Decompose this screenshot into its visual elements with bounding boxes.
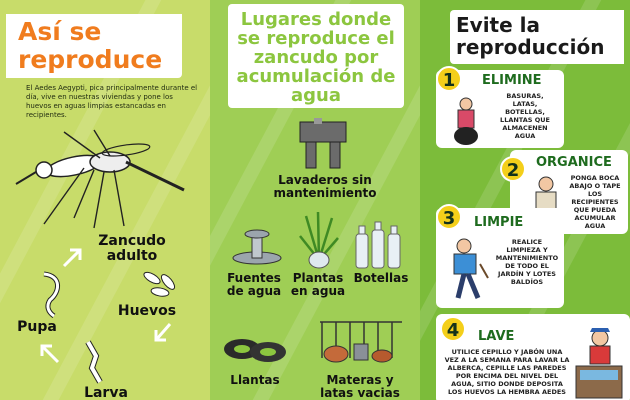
life-cycle-intro: El Aedes Aegypti, pica principalmente durante el día, vive en nuestras viviendas y pone los huevos en aguas limpias estancadas en recipientes.	[26, 84, 198, 119]
person-washing-icon	[570, 328, 626, 400]
plant-icon	[296, 210, 342, 270]
stage-larva-label: Larva	[84, 385, 128, 400]
stage-adult-label: Zancudo adulto	[98, 233, 166, 264]
pupa-icon	[34, 270, 64, 318]
place-washbasin-label: Lavaderos sin mantenimiento	[273, 173, 377, 200]
pots-cans-icon	[316, 314, 406, 366]
mosquito-icon	[14, 128, 194, 238]
panel-breeding-places	[210, 0, 420, 400]
stage-eggs-label: Huevos	[117, 303, 177, 319]
bottles-icon	[352, 220, 408, 270]
panel-prevention	[420, 0, 630, 400]
person-trash-icon	[448, 96, 484, 146]
washbasin-icon	[296, 116, 352, 170]
place-fountain-label: Fuentes de agua	[226, 271, 282, 298]
eggs-icon	[140, 268, 190, 302]
arrow-icon	[36, 340, 62, 366]
person-gardening-icon	[444, 238, 492, 302]
step-text: REALICE LIMPIEZA Y MANTENIMIENTO DE TODO EL JARDÍN Y LOTES BALDÍOS	[495, 238, 559, 286]
arrow-icon	[60, 244, 86, 270]
fountain-icon	[230, 222, 284, 268]
arrow-icon	[150, 320, 176, 346]
place-bottles-label: Botellas	[353, 271, 409, 285]
panel-life-cycle	[0, 0, 210, 400]
step-number: 1	[436, 66, 462, 92]
tires-icon	[222, 332, 288, 366]
place-pots-cans-label: Materas y latas vacias	[320, 373, 400, 400]
step-number: 3	[436, 204, 462, 230]
stage-pupa-label: Pupa	[17, 319, 57, 335]
step-action: ELIMINE	[482, 73, 542, 88]
step-number: 2	[500, 156, 526, 182]
place-tires-label: Llantas	[230, 373, 280, 387]
life-cycle-title: Así se reproduce	[18, 17, 163, 74]
step-action: ORGANICE	[536, 155, 612, 170]
place-plants-label: Plantas en agua	[290, 271, 346, 298]
step-text: BASURAS, LATAS, BOTELLAS, LLANTAS QUE ALMACENEN AGUA	[500, 92, 550, 140]
life-cycle-title-box	[6, 14, 182, 78]
step-action: LAVE	[478, 329, 515, 344]
larva-icon	[78, 338, 118, 386]
prevention-title: Evite la reproducción	[456, 13, 605, 59]
places-title-box	[228, 4, 404, 108]
step-action: LIMPIE	[474, 215, 524, 230]
step-text: PONGA BOCA ABAJO O TAPE LOS RECIPIENTES QUE PUEDA ACUMULAR AGUA	[569, 174, 621, 230]
places-title: Lugares donde se reproduce el zancudo por acumulación de agua	[236, 9, 396, 106]
step-number: 4	[440, 316, 466, 342]
prevention-title-box	[450, 10, 624, 64]
step-text: UTILICE CEPILLO Y JABÓN UNA VEZ A LA SEMANA PARA LAVAR LA ALBERCA, CEPILLE LAS PAREDES POR ENCIMA DEL NIVEL DEL AGUA, SITIO DONDE DEPOSITA LOS HUEVOS LA HEMBRA AEDES	[444, 348, 570, 396]
